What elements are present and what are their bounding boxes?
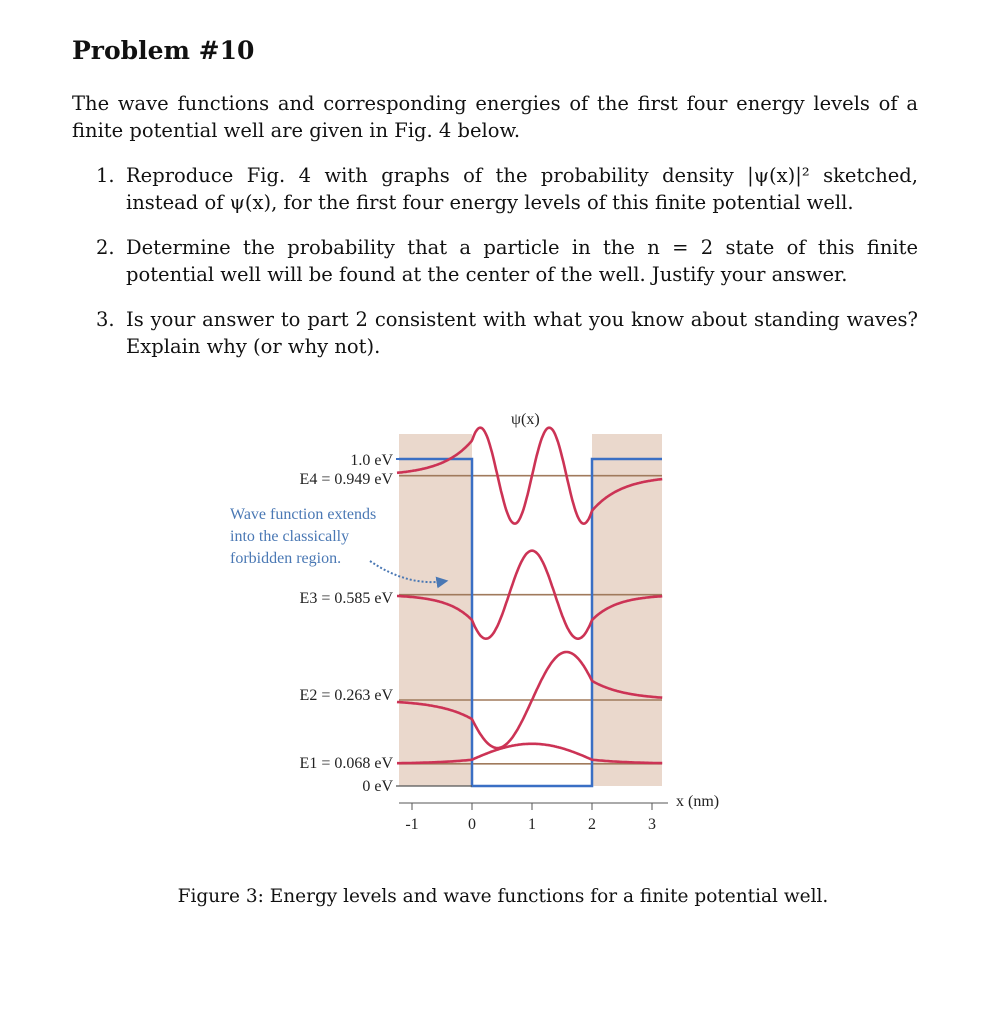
question-text: Determine the probability that a particle in the n = 2 state of this finite potential well will be found at the center of the well. Justify your answer.: [126, 236, 918, 286]
annotation-line-3: forbidden region.: [230, 550, 342, 567]
x-tick-label: 1: [528, 816, 536, 833]
y-axis-label: ψ(x): [511, 411, 540, 428]
question-text: Is your answer to part 2 consistent with what you know about standing waves? Explain why (or why not).: [126, 308, 918, 358]
problem-title: Problem #10: [72, 36, 255, 65]
annotation-line-2: into the classically: [230, 528, 350, 545]
x-axis-label: x (nm): [676, 793, 720, 810]
energy-label-1ev: 1.0 eV: [350, 452, 393, 469]
energy-label-e4: E4 = 0.949 eV: [299, 471, 393, 488]
problem-intro: The wave functions and corresponding energies of the first four energy levels of a finite potential well are given in Fig. 4 below.: [72, 92, 918, 142]
energy-label-zero: 0 eV: [362, 778, 393, 795]
annotation-line-1: Wave function extends: [230, 506, 377, 523]
x-tick-label: 0: [468, 816, 476, 833]
question-text: Reproduce Fig. 4 with graphs of the probability density |ψ(x)|² sketched, instead of ψ(x), for the first four energy levels of this finite potential well.: [126, 164, 918, 214]
question-number: 2.: [96, 236, 115, 259]
energy-label-e1: E1 = 0.068 eV: [299, 755, 393, 772]
question-number: 1.: [96, 164, 115, 187]
energy-label-e3: E3 = 0.585 eV: [299, 590, 393, 607]
figure-caption: Figure 3: Energy levels and wave functions for a finite potential well.: [177, 886, 829, 907]
x-tick-label: 2: [588, 816, 596, 833]
x-tick-label: 3: [648, 816, 656, 833]
energy-label-e2: E2 = 0.263 eV: [299, 687, 393, 704]
x-tick-label: -1: [405, 816, 419, 833]
question-number: 3.: [96, 308, 115, 331]
